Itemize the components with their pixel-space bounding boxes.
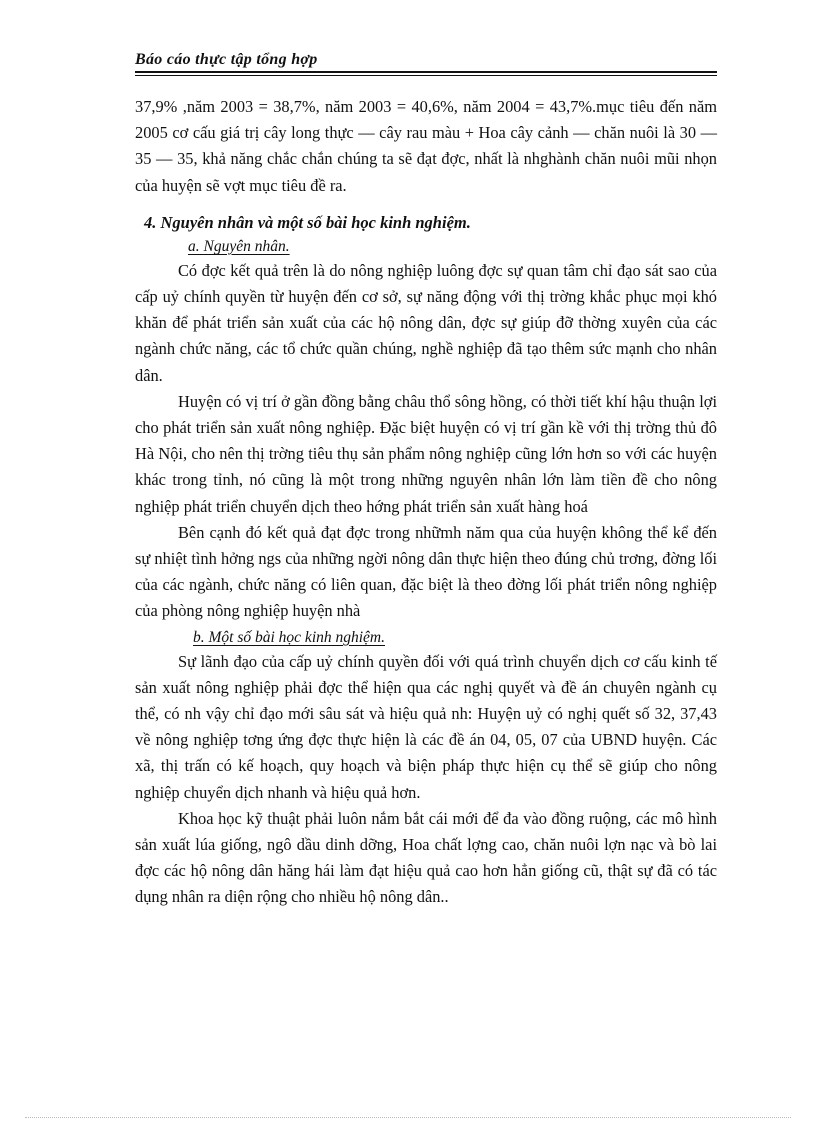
footer-dotted-line [25,1117,791,1118]
header-rule [135,71,717,76]
sub-heading-b: b. Một số bài học kinh nghiệm. [193,628,386,646]
paragraph-causes-2: Huyện có vị trí ở gần đồng bằng châu thổ sông hồng, có thời tiết khí hậu thuận lợi cho phát triển sản xuất nông nghiệp. Đặc biệt huyện có vị trí gần kề với thị trờng thủ đô Hà Nội, cho nên thị trờng tiêu thụ sản phẩm nông nghiệp cũng lớn hơn so với các huyện khác trong tỉnh, nó cũng là một trong những nguyên nhân lớn làm tiền đề cho nông nghiệp phát triển chuyển dịch theo hớng phát triển sản xuất hàng hoá [135,391,717,516]
section-heading-4: 4. Nguyên nhân và một số bài học kinh nghiệm. [144,212,471,232]
sub-heading-a: a. Nguyên nhân. [188,237,290,255]
document-body [135,94,717,911]
paragraph-lessons-2: Khoa học kỹ thuật phải luôn nắm bắt cái mới để đa vào đồng ruộng, các mô hình sản xuất lúa giống, ngô dầu dinh dỡng, Hoa chất lợng cao, chăn nuôi lợn nạc và bò lai đợc các hộ nông dân hăng hái làm đạt hiệu quả cao hơn hẳn giống cũ, thật sự đã có tác dụng nhân ra diện rộng cho nhiều hộ nông dân.. [135,808,717,907]
paragraph-causes-1: Có đợc kết quả trên là do nông nghiệp luông đợc sự quan tâm chỉ đạo sát sao của cấp uỷ chính quyền từ huyện đến cơ sở, sự năng động với thị trờng khắc phục mọi khó khăn để phát triển sản xuất của các hộ nông dân, đợc sự giúp đỡ thờng xuyên của các ngành chức năng, các tổ chức quần chúng, nghề nghiệp đã tạo thêm sức mạnh cho nhân dân. [135,260,717,385]
paragraph-causes-3: Bên cạnh đó kết quả đạt đợc trong nhữmh năm qua của huyện không thể kể đến sự nhiệt tình hởng ngs của những ngời nông dân thực hiện theo đúng chủ trơng, đờng lối của các ngành, chức năng có liên quan, đặc biệt là theo đờng lối phát triển nông nghiệp của phòng nông nghiệp huyện nhà [135,522,717,621]
paragraph-continuation: 37,9% ,năm 2003 = 38,7%, năm 2003 = 40,6%, năm 2004 = 43,7%.mục tiêu đến năm 2005 cơ cấu giá trị cây long thực — cây rau màu + Hoa cây cảnh — chăn nuôi là 30 — 35 — 35, khả năng chắc chắn chúng ta sẽ đạt đợc, nhất là nhghành chăn nuôi mũi nhọn của huyện sẽ vợt mục tiêu đề ra. [135,97,717,195]
header-title: Báo cáo thực tập tổng hợp [135,51,318,68]
paragraph-lessons-1: Sự lãnh đạo của cấp uỷ chính quyền đối với quá trình chuyển dịch cơ cấu kinh tế sản xuất nông nghiệp phải đợc thể hiện qua các nghị quyết và đề án chuyên ngành cụ thể, có nh vậy chỉ đạo mới sâu sát và hiệu quả nh: Huyện uỷ có nghị quết số 32, 37,43 về nông nghiệp tơng ứng đợc thực hiện là các đề án 04, 05, 07 của UBND huyện. Các xã, thị trấn có kế hoạch, quy hoạch và biện pháp thực hiện cụ thể sẽ giúp cho nông nghiệp chuyển dịch nhanh và hiệu quả hơn. [135,651,717,802]
page-header [135,50,717,76]
